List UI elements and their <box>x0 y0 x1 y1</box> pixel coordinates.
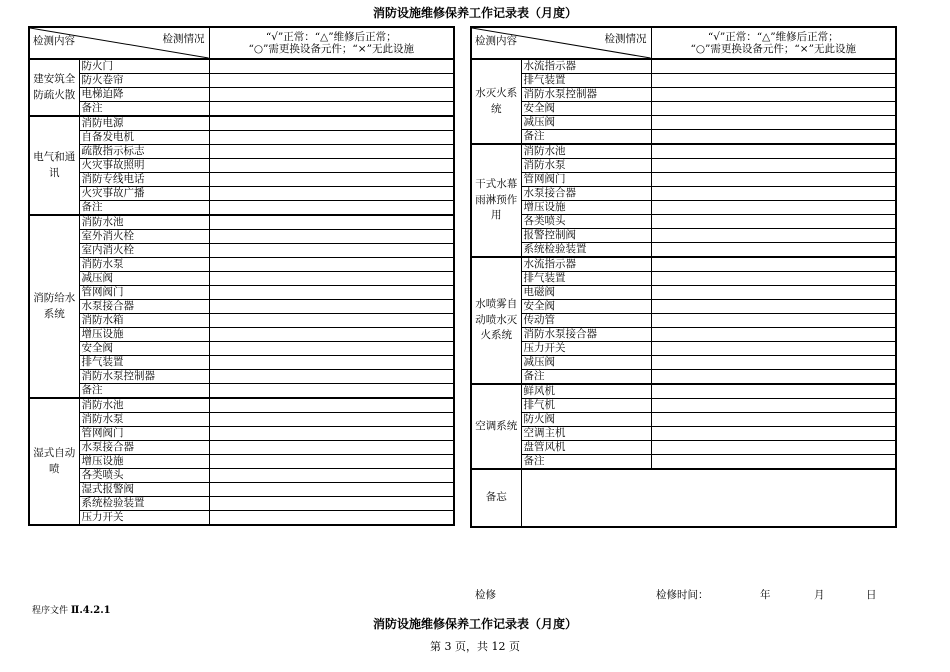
status-cell[interactable] <box>209 173 454 187</box>
table-row <box>471 399 896 413</box>
status-cell[interactable] <box>209 131 454 145</box>
status-cell[interactable] <box>209 116 454 131</box>
table-row <box>29 370 454 384</box>
table-row <box>29 455 454 469</box>
table-row <box>29 145 454 159</box>
item-label: 电梯迫降 <box>79 88 209 102</box>
status-cell[interactable] <box>209 398 454 413</box>
item-label: 系统检验装置 <box>79 497 209 511</box>
table-row <box>29 215 454 230</box>
table-row <box>29 427 454 441</box>
table-row <box>29 314 454 328</box>
status-cell[interactable] <box>651 144 896 159</box>
table-row <box>29 88 454 102</box>
status-cell[interactable] <box>209 328 454 342</box>
status-cell[interactable] <box>651 272 896 286</box>
table-row <box>471 441 896 455</box>
table-row <box>471 102 896 116</box>
status-cell[interactable] <box>209 511 454 526</box>
status-cell[interactable] <box>651 229 896 243</box>
table-row <box>471 455 896 470</box>
item-label: 备注 <box>521 130 651 145</box>
category-label: 水灭火系统 <box>475 87 518 115</box>
day-label: 日 <box>866 589 877 601</box>
legend-line: “○”需更换设备元件；“×”无此设施 <box>248 43 414 55</box>
table-row <box>471 413 896 427</box>
status-cell[interactable] <box>209 201 454 216</box>
table-row <box>471 384 896 399</box>
item-label: 系统检验装置 <box>521 243 651 258</box>
item-label: 减压阀 <box>521 116 651 130</box>
diagonal-header-cell <box>471 27 651 59</box>
category-label: 湿式自动喷 <box>33 447 76 475</box>
table-row <box>471 370 896 385</box>
year-label: 年 <box>760 589 771 601</box>
item-label: 室内消火栓 <box>79 244 209 258</box>
table-row <box>29 272 454 286</box>
status-cell[interactable] <box>209 286 454 300</box>
status-header-label: 检测情况 <box>604 33 647 45</box>
table-row <box>29 59 454 74</box>
status-cell[interactable] <box>651 257 896 272</box>
category-label: 建安筑全防疏火散 <box>33 73 76 101</box>
table-row <box>29 258 454 272</box>
inspection-time-label: 检修时间： <box>656 589 709 601</box>
table-row <box>29 328 454 342</box>
status-cell[interactable] <box>209 159 454 173</box>
item-label: 消防电源 <box>79 116 209 131</box>
status-cell[interactable] <box>209 384 454 399</box>
table-row <box>471 328 896 342</box>
status-cell[interactable] <box>209 469 454 483</box>
status-cell[interactable] <box>651 370 896 385</box>
item-label: 备注 <box>521 455 651 470</box>
status-cell[interactable] <box>209 59 454 74</box>
item-label: 消防水泵 <box>79 413 209 427</box>
status-cell[interactable] <box>651 116 896 130</box>
category-label: 电气和通讯 <box>33 151 76 179</box>
status-cell[interactable] <box>209 455 454 469</box>
legend-cell <box>651 27 896 59</box>
table-row <box>471 215 896 229</box>
item-label: 减压阀 <box>521 356 651 370</box>
status-cell[interactable] <box>209 215 454 230</box>
table-row <box>471 229 896 243</box>
status-cell[interactable] <box>651 356 896 370</box>
item-label: 排气装置 <box>521 74 651 88</box>
item-label: 湿式报警阀 <box>79 483 209 497</box>
category-cell <box>471 257 521 384</box>
item-label: 压力开关 <box>521 342 651 356</box>
status-cell[interactable] <box>209 230 454 244</box>
item-label: 安全阀 <box>79 342 209 356</box>
category-label: 水喷雾自动喷水灭火系统 <box>475 298 518 342</box>
status-cell[interactable] <box>651 102 896 116</box>
item-label: 各类喷头 <box>521 215 651 229</box>
status-cell[interactable] <box>651 413 896 427</box>
item-label: 增压设施 <box>79 328 209 342</box>
table-row <box>471 74 896 88</box>
item-label: 防火卷帘 <box>79 74 209 88</box>
item-label: 消防专线电话 <box>79 173 209 187</box>
inspector-label: 检修 <box>475 589 496 601</box>
status-cell[interactable] <box>651 159 896 173</box>
item-label: 盘管风机 <box>521 441 651 455</box>
status-cell[interactable] <box>651 74 896 88</box>
item-header-label: 检测内容 <box>33 35 75 47</box>
table-row <box>471 130 896 145</box>
table-row <box>29 159 454 173</box>
table-row <box>471 88 896 102</box>
item-label: 备注 <box>521 370 651 385</box>
item-label: 消防水泵控制器 <box>79 370 209 384</box>
table-row <box>471 243 896 258</box>
item-label: 消防水泵 <box>79 258 209 272</box>
item-label: 增压设施 <box>521 201 651 215</box>
diagonal-header-cell <box>29 27 209 59</box>
legend-line: “○”需更换设备元件；“×”无此设施 <box>690 43 856 55</box>
item-label: 消防水池 <box>79 398 209 413</box>
item-label: 消防水泵接合器 <box>521 328 651 342</box>
status-cell[interactable] <box>209 145 454 159</box>
left-inspection-table <box>28 26 455 526</box>
table-row <box>29 74 454 88</box>
table-row <box>29 201 454 216</box>
status-header-label: 检测情况 <box>162 33 205 45</box>
table-row <box>471 342 896 356</box>
table-row <box>29 356 454 370</box>
item-label: 报警控制阀 <box>521 229 651 243</box>
status-cell[interactable] <box>209 483 454 497</box>
item-label: 消防水池 <box>79 215 209 230</box>
status-cell[interactable] <box>651 201 896 215</box>
status-cell[interactable] <box>651 328 896 342</box>
item-label: 消防水池 <box>521 144 651 159</box>
item-label: 管网阀门 <box>79 286 209 300</box>
category-label: 消防给水系统 <box>33 292 76 320</box>
legend-cell <box>209 27 454 59</box>
status-cell[interactable] <box>651 130 896 145</box>
item-label: 各类喷头 <box>79 469 209 483</box>
table-row <box>471 201 896 215</box>
status-cell[interactable] <box>651 59 896 74</box>
status-cell[interactable] <box>651 455 896 470</box>
status-cell[interactable] <box>651 427 896 441</box>
status-cell[interactable] <box>209 88 454 102</box>
table-row <box>29 469 454 483</box>
table-row <box>29 173 454 187</box>
table-row <box>29 342 454 356</box>
item-label: 备注 <box>79 201 209 216</box>
document-code-prefix: 程序文件 <box>32 606 69 616</box>
table-row <box>471 314 896 328</box>
status-cell[interactable] <box>651 88 896 102</box>
category-cell <box>29 59 79 116</box>
item-label: 消防水箱 <box>79 314 209 328</box>
table-row <box>29 300 454 314</box>
item-label: 排气机 <box>521 399 651 413</box>
item-label: 疏散指示标志 <box>79 145 209 159</box>
table-row <box>471 300 896 314</box>
item-label: 备注 <box>79 102 209 117</box>
status-cell[interactable] <box>209 441 454 455</box>
month-label: 月 <box>814 589 825 601</box>
item-label: 传动管 <box>521 314 651 328</box>
status-cell[interactable] <box>651 187 896 201</box>
item-label: 排气装置 <box>79 356 209 370</box>
status-cell[interactable] <box>209 244 454 258</box>
table-row <box>471 356 896 370</box>
status-cell[interactable] <box>651 342 896 356</box>
table-row <box>29 244 454 258</box>
item-label: 电磁阀 <box>521 286 651 300</box>
status-cell[interactable] <box>209 272 454 286</box>
status-cell[interactable] <box>209 427 454 441</box>
status-cell[interactable] <box>209 413 454 427</box>
item-label: 备注 <box>79 384 209 399</box>
category-label: 空调系统 <box>475 419 518 432</box>
status-cell[interactable] <box>209 314 454 328</box>
item-label: 消防水泵控制器 <box>521 88 651 102</box>
status-cell[interactable] <box>651 173 896 187</box>
table-row <box>471 59 896 74</box>
item-label: 水流指示器 <box>521 59 651 74</box>
table-row <box>29 116 454 131</box>
table-row <box>29 230 454 244</box>
table-row <box>29 511 454 526</box>
item-label: 水泵接合器 <box>79 441 209 455</box>
category-cell <box>471 144 521 257</box>
page-number: 第 3 页，共 12 页 <box>430 640 520 653</box>
table-header-row <box>29 27 454 59</box>
table-row <box>471 257 896 272</box>
table-row <box>29 187 454 201</box>
status-cell[interactable] <box>651 215 896 229</box>
item-label: 空调主机 <box>521 427 651 441</box>
table-row <box>29 131 454 145</box>
status-cell[interactable] <box>209 258 454 272</box>
item-label: 管网阀门 <box>521 173 651 187</box>
category-label: 干式水幕雨淋预作用 <box>475 178 518 222</box>
status-cell[interactable] <box>209 356 454 370</box>
item-label: 鲜风机 <box>521 384 651 399</box>
table-row <box>29 441 454 455</box>
category-cell <box>29 398 79 525</box>
status-cell[interactable] <box>209 187 454 201</box>
item-label: 增压设施 <box>79 455 209 469</box>
legend-line: “√”正常：“△”维修后正常； <box>265 31 397 43</box>
status-cell[interactable] <box>651 399 896 413</box>
bottom-title: 消防设施维修保养工作记录表（月度） <box>372 617 577 631</box>
status-cell[interactable] <box>651 384 896 399</box>
item-label: 管网阀门 <box>79 427 209 441</box>
table-row <box>29 413 454 427</box>
memo-label: 备忘 <box>471 469 521 527</box>
status-cell[interactable] <box>651 300 896 314</box>
document-code <box>32 603 111 616</box>
item-label: 室外消火栓 <box>79 230 209 244</box>
item-label: 水泵接合器 <box>521 187 651 201</box>
item-label: 排气装置 <box>521 272 651 286</box>
table-row <box>29 286 454 300</box>
item-label: 火灾事故广播 <box>79 187 209 201</box>
right-inspection-table <box>470 26 897 528</box>
document-code-number: Ⅱ.4.2.1 <box>70 605 111 616</box>
item-label: 水泵接合器 <box>79 300 209 314</box>
table-row <box>29 497 454 511</box>
status-cell[interactable] <box>209 102 454 117</box>
category-cell <box>29 215 79 398</box>
item-label: 水流指示器 <box>521 257 651 272</box>
table-header-row <box>471 27 896 59</box>
status-cell[interactable] <box>209 497 454 511</box>
table-row <box>29 398 454 413</box>
table-row <box>471 427 896 441</box>
category-cell <box>471 59 521 144</box>
item-label: 压力开关 <box>79 511 209 526</box>
status-cell[interactable] <box>209 370 454 384</box>
table-row <box>29 483 454 497</box>
table-row <box>29 102 454 117</box>
status-cell[interactable] <box>651 243 896 258</box>
status-cell[interactable] <box>209 300 454 314</box>
table-row <box>471 286 896 300</box>
item-label: 减压阀 <box>79 272 209 286</box>
status-cell[interactable] <box>651 441 896 455</box>
item-label: 防火阀 <box>521 413 651 427</box>
table-row <box>29 384 454 399</box>
table-row <box>471 144 896 159</box>
item-header-label: 检测内容 <box>475 35 517 47</box>
memo-row <box>471 469 896 527</box>
item-label: 消防水泵 <box>521 159 651 173</box>
table-row <box>471 173 896 187</box>
item-label: 安全阀 <box>521 300 651 314</box>
table-row <box>471 272 896 286</box>
table-row <box>471 159 896 173</box>
status-cell[interactable] <box>209 342 454 356</box>
category-cell <box>29 116 79 215</box>
item-label: 安全阀 <box>521 102 651 116</box>
category-cell <box>471 384 521 469</box>
status-cell[interactable] <box>651 314 896 328</box>
status-cell[interactable] <box>209 74 454 88</box>
legend-line: “√”正常：“△”维修后正常； <box>707 31 839 43</box>
item-label: 防火门 <box>79 59 209 74</box>
memo-field[interactable] <box>521 469 896 527</box>
table-row <box>471 187 896 201</box>
table-row <box>471 116 896 130</box>
status-cell[interactable] <box>651 286 896 300</box>
item-label: 自备发电机 <box>79 131 209 145</box>
form-title: 消防设施维修保养工作记录表（月度） <box>372 6 577 20</box>
item-label: 火灾事故照明 <box>79 159 209 173</box>
